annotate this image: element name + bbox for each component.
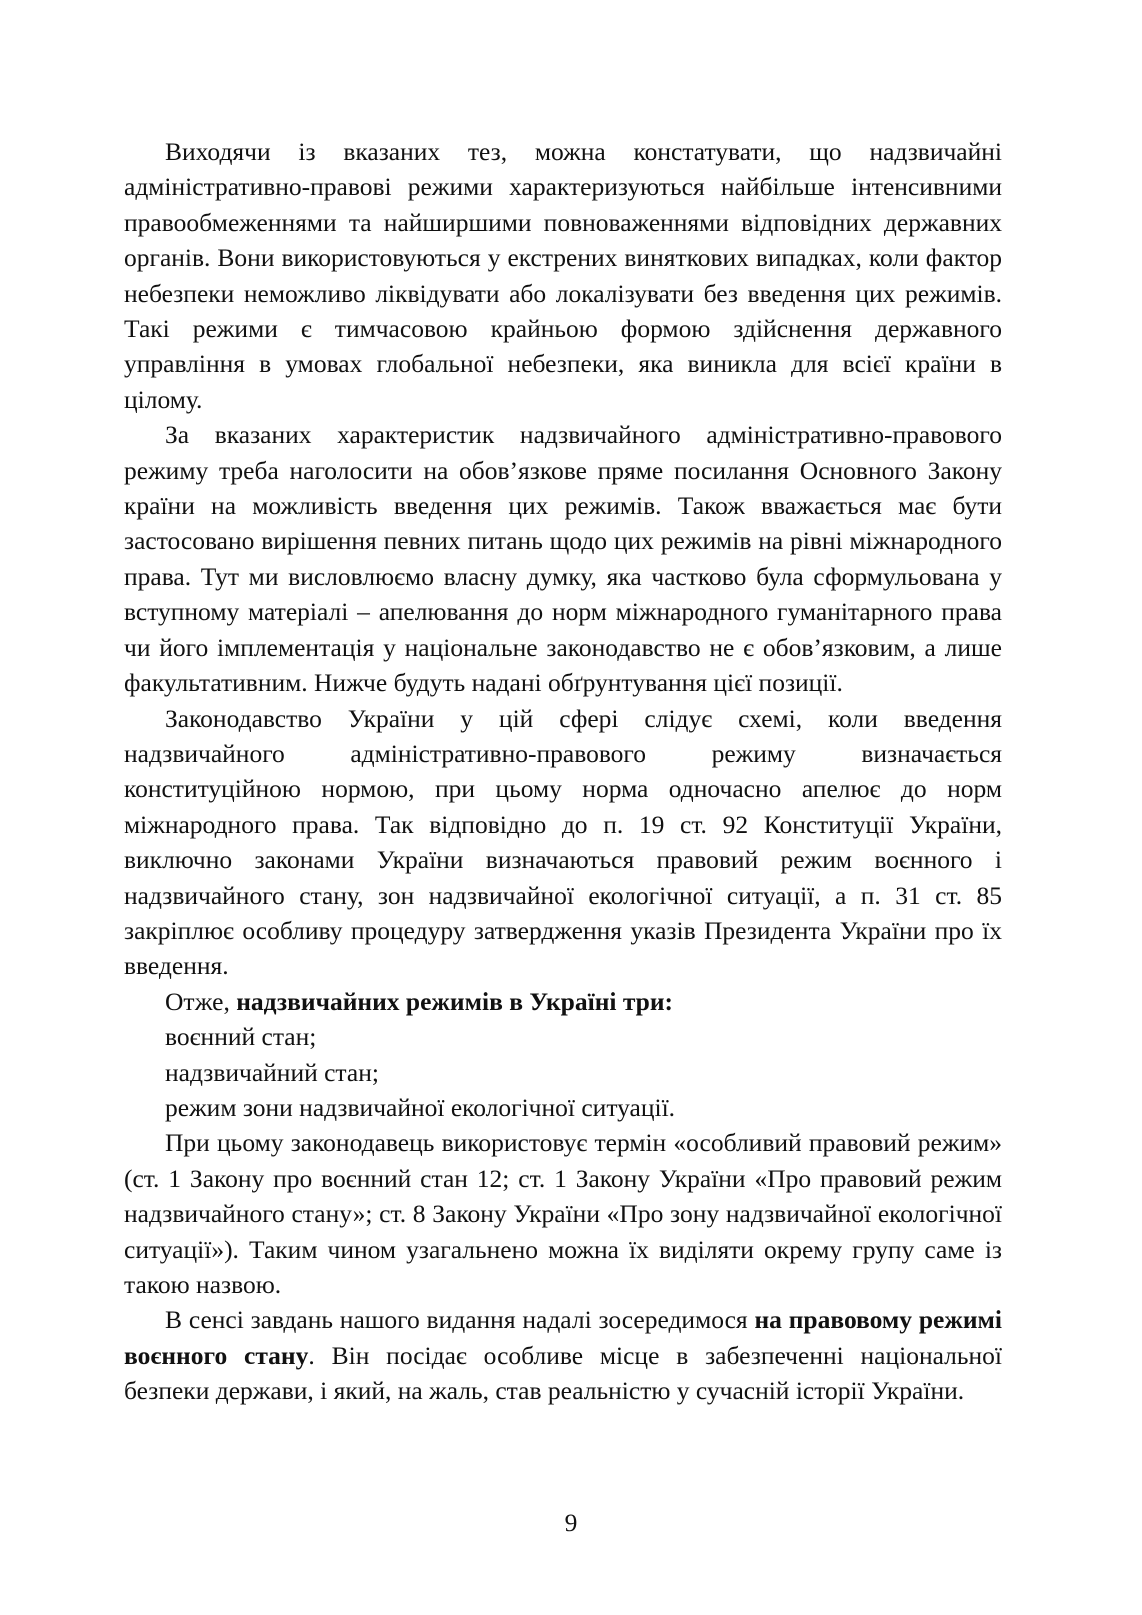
page-body-text [124, 134, 1002, 1409]
text-run: Виходячи із вказаних тез, можна констатувати, що надзвичайні адміністративно-правові режими характеризуються найбільше інтенсивними правообмеженнями та найширшими повноваженнями відповідних державних органів. Вони використовуються у екстрених виняткових випадках, коли фактор небезпеки неможливо ліквідувати або локалізувати без введення цих режимів. Такі режими є тимчасовою крайньою формою здійснення державного управління в умовах глобальної небезпеки, яка виникла для всієї країни в цілому. [124, 137, 1002, 414]
list-heading [124, 984, 1002, 1019]
body-paragraph [124, 417, 1002, 700]
list-item [124, 1055, 1002, 1090]
text-run: Законодавство України у цій сфері слідує схемі, коли введення надзвичайного адміністративно-правового режиму визначається конституційною нормою, при цьому норма одночасно апелює до норм міжнародного права. Так відповідно до п. 19 ст. 92 Конституції України, виключно законами України визначаються правовий режим воєнного і надзвичайного стану, зон надзвичайної екологічної ситуації, а п. 31 ст. 85 закріплює особливу процедуру затвердження указів Президента України про їх введення. [124, 703, 1002, 981]
page-number: 9 [564, 1508, 578, 1537]
bold-text-run: надзвичайних режимів в Україні три: [236, 986, 674, 1016]
text-run: надзвичайний стан; [165, 1057, 379, 1087]
text-run: Отже, [165, 986, 237, 1016]
list-item [124, 1090, 1002, 1125]
body-paragraph [124, 134, 1002, 417]
text-run: воєнний стан; [165, 1022, 317, 1052]
text-run: За вказаних характеристик надзвичайного адміністративно-правового режиму треба наголосити на обов’язкове пряме посилання Основного Закону країни на можливість введення цих режимів. Також вважається має бути застосовано вирішення певних питань щодо цих режимів на рівні міжнародного права. Тут ми висловлюємо власну думку, яка частково була сформульована у вступному матеріалі – апелювання до норм міжнародного гуманітарного права чи його імплементація у національне законодавство не є обов’язковим, а лише факультативним. Нижче будуть надані обґрунтування цієї позиції. [124, 420, 1002, 698]
body-paragraph [124, 1302, 1002, 1408]
text-run: При цьому законодавець використовує термін «особливий правовий режим» (ст. 1 Закону про воєнний стан 12; ст. 1 Закону України «Про правовий режим надзвичайного стану»; ст. 8 Закону України «Про зону надзвичайної екологічної ситуації»). Таким чином узагальнено можна їх виділяти окрему групу саме із такою назвою. [124, 1128, 1002, 1299]
text-run: режим зони надзвичайної екологічної ситуації. [165, 1092, 676, 1122]
bold-text-run: на правовому режимі воєнного стану [124, 1305, 1002, 1370]
text-run: В сенсі завдань нашого видання надалі зосередимося [165, 1305, 755, 1335]
list-item [124, 1019, 1002, 1054]
body-paragraph [124, 1125, 1002, 1302]
text-run: . Він посідає особливе місце в забезпеченні національної безпеки держави, і який, на жаль, став реальністю у сучасній історії України. [124, 1340, 1002, 1406]
body-paragraph [124, 701, 1002, 984]
